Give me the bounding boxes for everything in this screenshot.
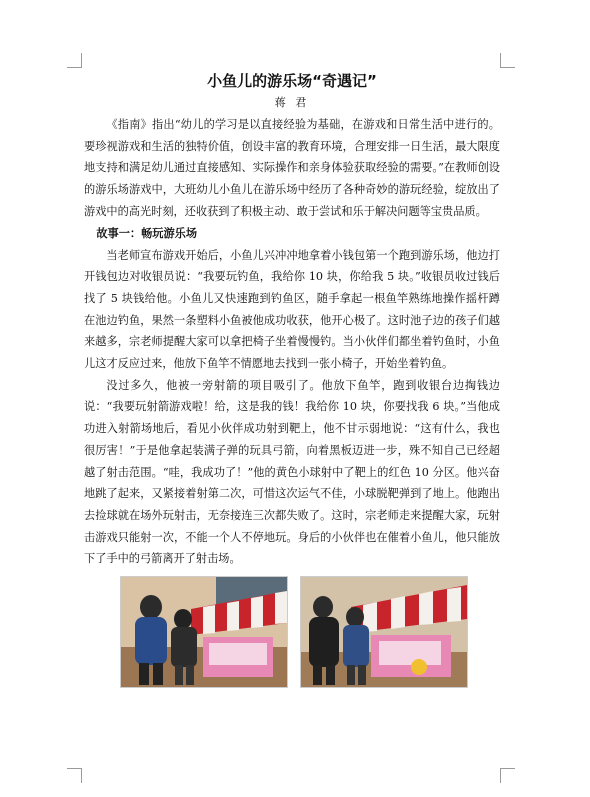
photo-children-at-booth-2 — [300, 576, 468, 688]
crop-mark-bottom-right — [500, 768, 515, 783]
document-title: 小鱼儿的游乐场“奇遇记” — [207, 72, 377, 90]
author-name: 蒋 君 — [274, 96, 310, 109]
crop-mark-bottom-left — [67, 768, 82, 783]
photo-children-at-booth-1 — [120, 576, 288, 688]
story-paragraph-1: 当老师宣布游戏开始后，小鱼儿兴冲冲地拿着小钱包第一个跑到游乐场，他边打开钱包边对收银员说：“我要玩钓鱼，我给你 10 块，你给我 5 块。”收银员收过钱后找了 5 块钱给他。小鱼儿又快速跑到钓鱼区，随手拿起一根鱼竿熟练地操作摇杆蹲在池边钓鱼，果然一条塑料小鱼被他成功收获，他开心极了。这时池子边的孩子们越来越多，宗老师提醒大家可以拿把椅子坐着慢慢钓。当小伙伴们都坐着钓鱼时，小鱼儿这才反应过来，他放下鱼竿不情愿地去找到一张小椅子，开始坐着钓鱼。 — [84, 248, 500, 371]
photo-row — [84, 576, 500, 688]
document-page — [84, 68, 500, 688]
story-paragraph-2: 没过多久，他被一旁射箭的项目吸引了。他放下鱼竿，跑到收银台边掏钱边说：“我要玩射箭游戏啦！给，这是我的钱！我给你 10 块，你要找我 6 块。”当他成功进入射箭场地后，看见小伙伴成功射到靶上，他不甘示弱地说：“这有什么，我也很厉害！”于是他拿起装满子弹的玩具弓箭，向着黑板迈进一步，殊不知自己已经超越了射击范围。“哇，我成功了！”他的黄色小球射中了靶上的红色 10 分区。他兴奋地跳了起来，又紧接着射第二次，可惜这次运气不佳，小球脱靶弹到了地上。他跑出去捡球就在场外玩射击，无奈接连三次都失败了。这时，宗老师走来提醒大家，玩射击游戏只能射一次，不能一个人不停地玩。身后的小伙伴也在催着小鱼儿，他只能放下了手中的弓箭离开了射击场。 — [84, 378, 500, 566]
crop-mark-top-right — [500, 53, 515, 68]
section-heading: 故事一：畅玩游乐场 — [96, 226, 198, 240]
intro-paragraph: 《指南》指出“幼儿的学习是以直接经验为基础，在游戏和日常生活中进行的。要珍视游戏和生活的独特价值，创设丰富的教育环境，合理安排一日生活，最大限度地支持和满足幼儿通过直接感知、实际操作和亲身体验获取经验的需要。”在教师创设的游乐场游戏中，大班幼儿小鱼儿在游乐场中经历了各种奇妙的游玩经验，绽放出了游戏中的高光时刻，还收获到了积极主动、敢于尝试和乐于解决问题等宝贵品质。 — [84, 118, 500, 218]
crop-mark-top-left — [67, 53, 82, 68]
